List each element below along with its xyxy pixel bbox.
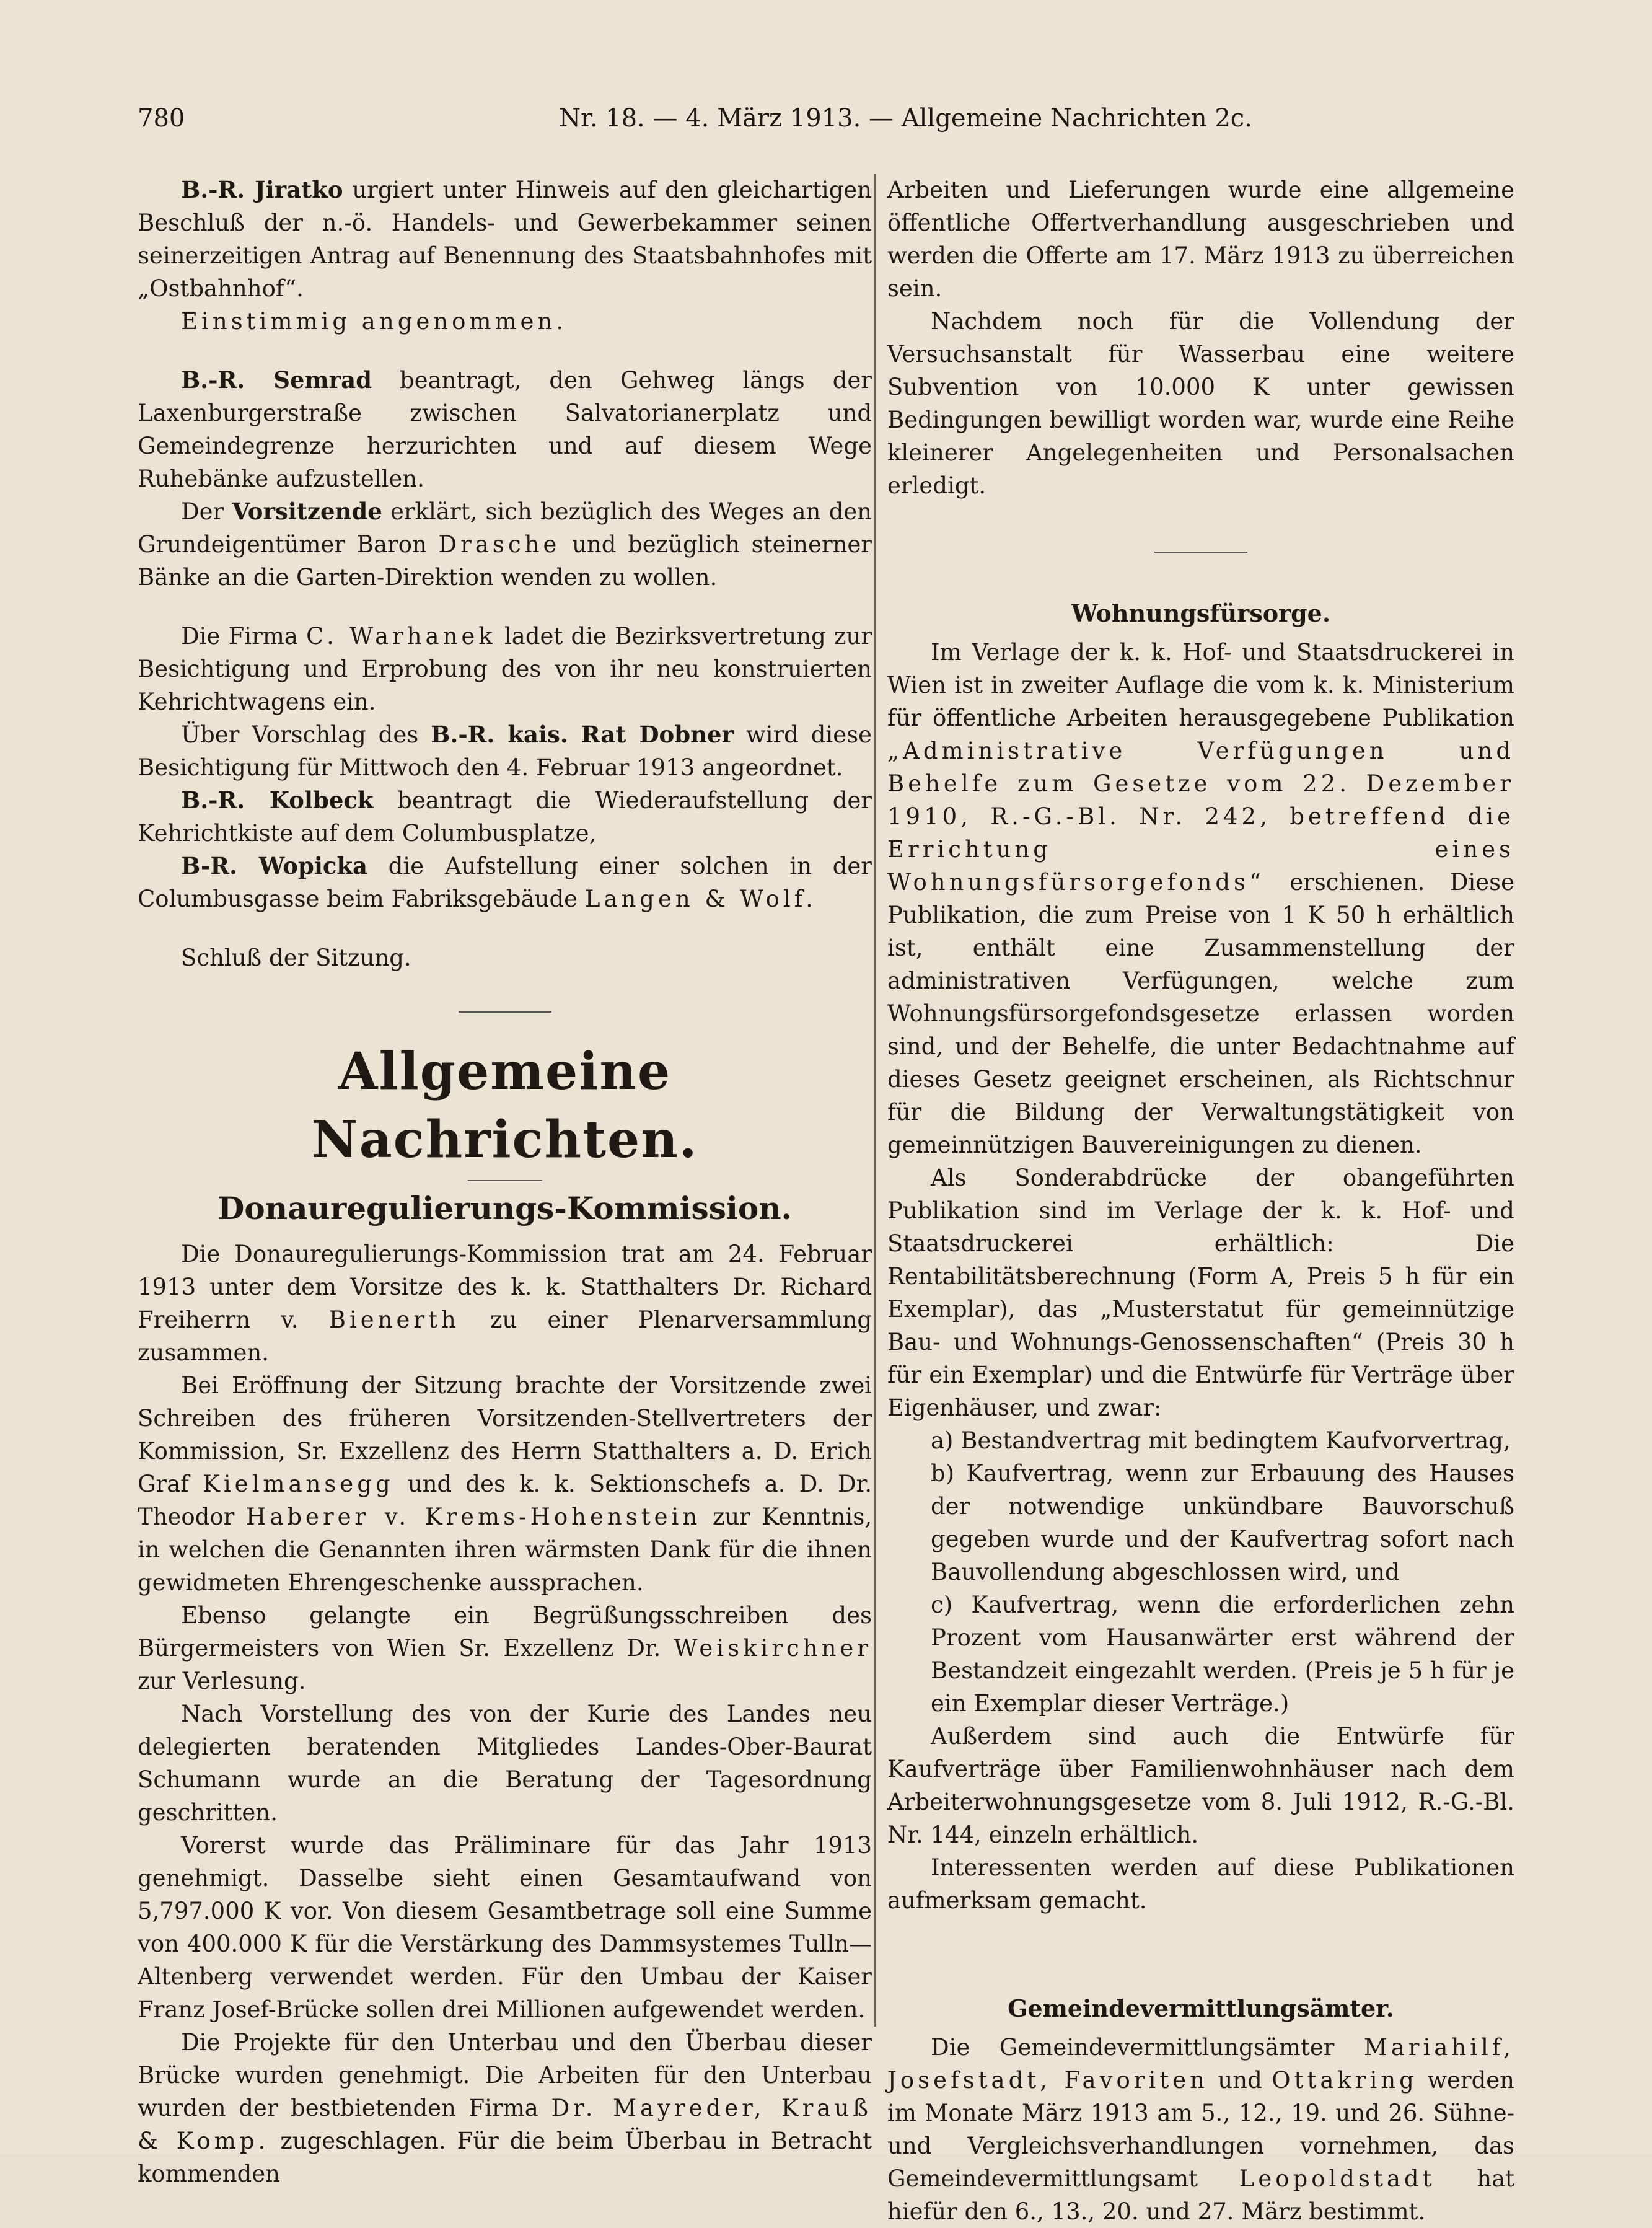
section-separator (459, 1011, 551, 1013)
paragraph-wohnung-1: Im Verlage der k. k. Hof- und Staatsdruckerei in Wien ist in zweiter Auflage die vom k. k. Ministerium für öffentliche Arbeiten herausgegebene Publikation „Administrative Verfügungen und Behelfe zum Gesetze vom 22. Dezember 1910, R.-G.-Bl. Nr. 242, betreffend die Errichtung eines Wohnungsfürsorgefonds“ erschienen. Diese Publikation, die zum Preise von 1 K 50 h erhältlich ist, enthält eine Zusammenstellung der administrativen Verfügungen, welche zum Wohnungsfürsorgefondsgesetze erlassen worden sind, und der Behelfe, die unter Bedachtnahme auf dieses Gesetz geeignet erscheinen, als Richtschnur für die Bildung der Verwaltungstätigkeit von gemeinnützigen Bauvereinigungen zu dienen. (887, 639, 1514, 1158)
running-title: Nr. 18. — 4. März 1913. — Allgemeine Nachrichten 2c. (559, 104, 1252, 133)
paragraph-wopicka: B-R. Wopicka die Aufstellung einer solchen in der Columbusgasse beim Fabriksgebäude Langen & Wolf. (138, 852, 872, 912)
list-item-b: b) Kaufvertrag, wenn zur Erbauung des Hauses der notwendige unkündbare Bauvorschuß gegeben wurde und der Kaufvertrag sofort nach Bauvollendung abgeschlossen wird, und (931, 1460, 1514, 1585)
paragraph-donau-4: Nach Vorstellung des von der Kurie des Landes neu delegierten beratenden Mitgliedes Landes-Ober-Baurat Schumann wurde an die Beratung der Tagesordnung geschritten. (138, 1701, 872, 1826)
paragraph-wohnung-4: Interessenten werden auf diese Publikationen aufmerksam gemacht. (887, 1854, 1514, 1914)
paragraph-wohnung-2: Als Sonderabdrücke der obangeführten Publikation sind im Verlage der k. k. Hof- und Staatsdruckerei erhältlich: Die Rentabilitätsberechnung (Form A, Preis 5 h für ein Exemplar), das „Musterstatut für gemeinnützige Bau- und Wohnungs-Genossenschaften“ (Preis 30 h für ein Exemplar) und die Entwürfe für Verträge über Eigenhäuser, und zwar: (887, 1165, 1514, 1421)
right-column (887, 174, 1514, 2228)
paragraph-donau-1: Die Donauregulierungs-Kommission trat am 24. Februar 1913 unter dem Vorsitze des k. k. Statthalters Dr. Richard Freiherrn v. Bienerth zu einer Plenarversammlung zusammen. (138, 1241, 872, 1366)
page-header (138, 104, 1519, 148)
paragraph-versuchsanstalt: Nachdem noch für die Vollendung der Versuchsanstalt für Wasserbau eine weitere Subvention von 10.000 K unter gewissen Bedingungen bewilligt worden war, wurde eine Reihe kleinerer Angelegenheiten und Personalsachen erledigt. (887, 308, 1514, 499)
section-title-gemeindevermittlungsaemter: Gemeindevermittlungsämter. (1008, 1994, 1394, 2022)
section-separator (1154, 552, 1247, 553)
paragraph-semrad: B.-R. Semrad beantragt, den Gehweg längs der Laxenburgerstraße zwischen Salvatorianerplatz und Gemeindegrenze herzurichten und auf diesem Wege Ruhebänke aufzustellen. (138, 366, 872, 492)
paragraph-kolbeck: B.-R. Kolbeck beantragt die Wiederaufstellung der Kehrichtkiste auf dem Columbusplatze, (138, 786, 872, 847)
paragraph-wohnung-3: Außerdem sind auch die Entwürfe für Kaufverträge über Familienwohnhäuser nach dem Arbeiterwohnungsgesetze vom 8. Juli 1912, R.-G.-Bl. Nr. 144, einzeln erhältlich. (887, 1723, 1514, 1848)
subsection-title-donauregulierung: Donauregulierungs-Kommission. (217, 1190, 792, 1226)
paragraph-warhanek: Die Firma C. Warhanek ladet die Bezirksvertretung zur Besichtigung und Erprobung des von ihr neu konstruierten Kehrichtwagens ein. (138, 623, 872, 715)
paragraph-vorsitzende: Der Vorsitzende erklärt, sich bezüglich des Weges an den Grundeigentümer Baron Drasche und bezüglich steinerner Bänke an die Garten-Direktion wenden zu wollen. (138, 498, 872, 591)
paragraph-donau-6: Die Projekte für den Unterbau und den Überbau dieser Brücke wurden genehmigt. Die Arbeiten für den Unterbau wurden der bestbietenden Firma Dr. Mayreder, Krauß & Komp. zugeschlagen. Für die beim Überbau in Betracht kommenden (138, 2029, 872, 2187)
page-number: 780 (138, 104, 185, 133)
list-item-a: a) Bestandvertrag mit bedingtem Kaufvorvertrag, (931, 1427, 1511, 1454)
paragraph-closing: Schluß der Sitzung. (181, 944, 411, 971)
paragraph-dobner: Über Vorschlag des B.-R. kais. Rat Dobner wird diese Besichtigung für Mittwoch den 4. Februar 1913 angeordnet. (138, 721, 872, 781)
section-title-wohnungsfuersorge: Wohnungsfürsorge. (1071, 599, 1331, 627)
paragraph-offert: Arbeiten und Lieferungen wurde eine allgemeine öffentliche Offertverhandlung ausgeschrieben und werden die Offerte am 17. März 1913 zu überreichen sein. (887, 177, 1514, 302)
paragraph-jiratko: B.-R. Jiratko urgiert unter Hinweis auf den gleichartigen Beschluß der n.-ö. Handels- und Gewerbekammer seinen seinerzeitigen Antrag auf Benennung des Staatsbahnhofes mit „Ostbahnhof“. (138, 176, 872, 302)
paragraph-donau-3: Ebenso gelangte ein Begrüßungsschreiben des Bürgermeisters von Wien Sr. Exzellenz Dr. Weiskirchner zur Verlesung. (138, 1602, 872, 1694)
column-divider (874, 174, 876, 2027)
paragraph-donau-2: Bei Eröffnung der Sitzung brachte der Vorsitzende zwei Schreiben des früheren Vorsitzenden-Stellvertreters der Kommission, Sr. Exzellenz des Herrn Statthalters a. D. Erich Graf Kielmansegg und des k. k. Sektionschefs a. D. Dr. Theodor Haberer v. Krems-Hohenstein zur Kenntnis, in welchen die Genannten ihren wärmsten Dank für die ihnen gewidmeten Ehrengeschenke aussprachen. (138, 1372, 872, 1596)
title-rule (468, 1180, 542, 1181)
section-title-allgemeine-nachrichten: Allgemeine Nachrichten. (311, 1042, 698, 1169)
paragraph-resolution: Einstimmig angenommen. (181, 308, 568, 335)
paragraph-gemeinde: Die Gemeindevermittlungsämter Mariahilf, Josefstadt, Favoriten und Ottakring werden im Monate März 1913 am 5., 12., 19. und 26. Sühne- und Vergleichsverhandlungen vornehmen, das Gemeindevermittlungsamt Leopoldstadt hat hiefür den 6., 13., 20. und 27. März bestimmt. (887, 2034, 1514, 2225)
list-item-c: c) Kaufvertrag, wenn die erforderlichen zehn Prozent vom Hausanwärter erst während der Bestandzeit eingezahlt werden. (Preis je 5 h für je ein Exemplar dieser Verträge.) (931, 1592, 1514, 1717)
paragraph-donau-5: Vorerst wurde das Präliminare für das Jahr 1913 genehmigt. Dasselbe sieht einen Gesamtaufwand von 5,797.000 K vor. Von diesem Gesamtbetrage soll eine Summe von 400.000 K für die Verstärkung des Dammsystemes Tulln—Altenberg verwendet werden. Für den Umbau der Kaiser Franz Josef-Brücke sollen drei Millionen aufgewendet werden. (138, 1832, 872, 2023)
left-column (138, 174, 872, 2190)
